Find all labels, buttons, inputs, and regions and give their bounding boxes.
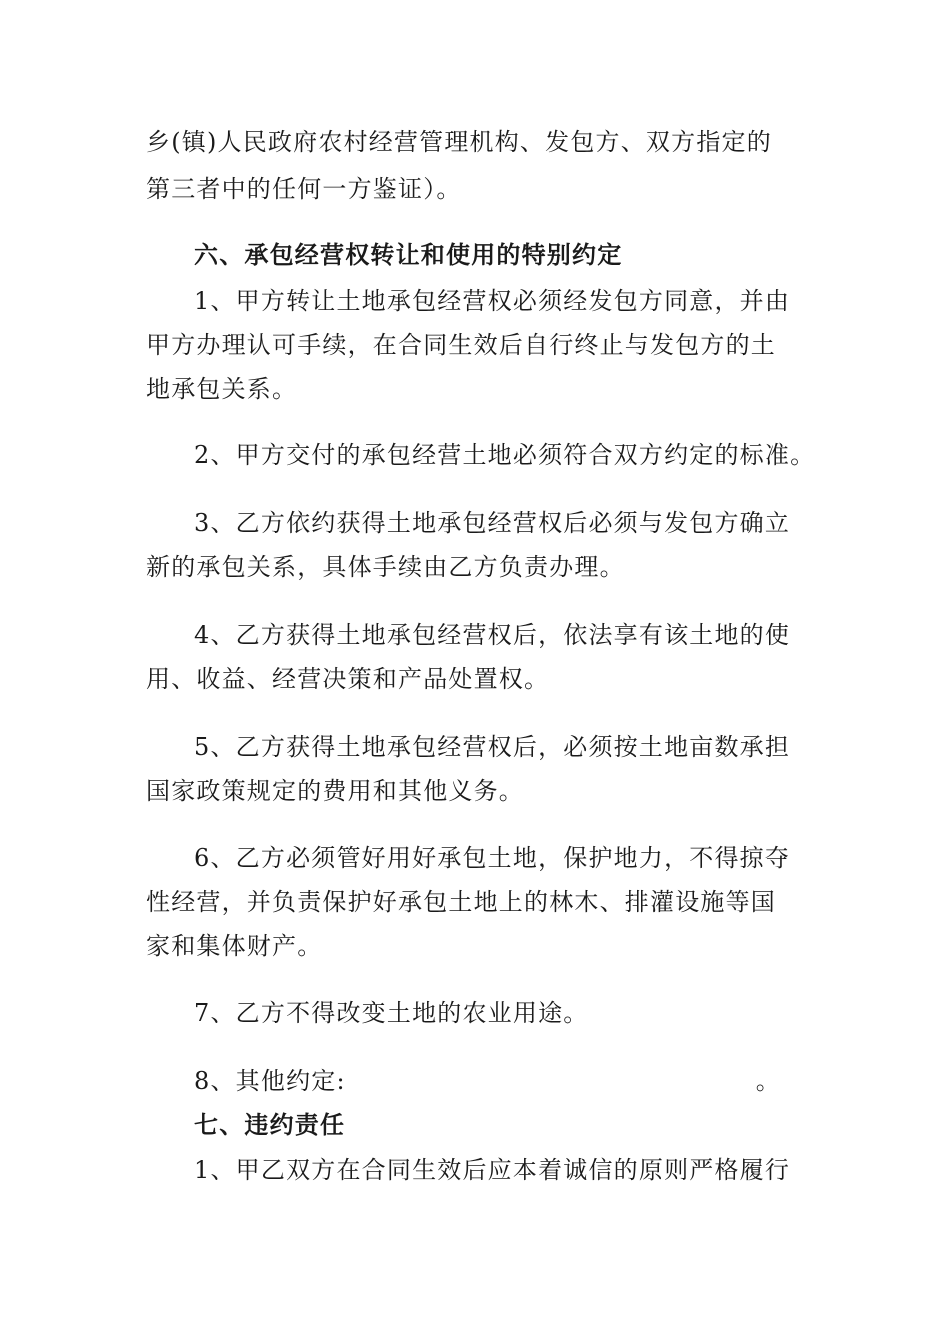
section6-heading: 六、承包经营权转让和使用的特别约定: [194, 240, 623, 269]
s6-clause7-line1: 7、乙方不得改变土地的农业用途。: [194, 999, 589, 1027]
s6-clause5-line1: 5、乙方获得土地承包经营权后，必须按土地亩数承担: [194, 733, 791, 761]
s6-clause6-line1: 6、乙方必须管好用好承包土地，保护地力，不得掠夺: [194, 844, 791, 872]
s7-clause1-line1: 1、甲乙双方在合同生效后应本着诚信的原则严格履行: [194, 1156, 791, 1184]
s6-clause4-line2: 用、收益、经营决策和产品处置权。: [146, 665, 550, 693]
intro-line-1: 乡(镇)人民政府农村经营管理机构、发包方、双方指定的: [146, 128, 772, 156]
section7-heading: 七、违约责任: [194, 1110, 346, 1139]
s6-clause6-line3: 家和集体财产。: [146, 932, 323, 960]
s6-clause6-line2: 性经营，并负责保护好承包土地上的林木、排灌设施等国: [146, 888, 776, 916]
intro-line-2: 第三者中的任何一方鉴证）。: [146, 175, 462, 203]
s6-clause5-line2: 国家政策规定的费用和其他义务。: [146, 777, 524, 805]
s6-clause3-line1: 3、乙方依约获得土地承包经营权后必须与发包方确立: [194, 509, 791, 537]
s6-clause4-line1: 4、乙方获得土地承包经营权后，依法享有该土地的使: [194, 621, 791, 649]
s6-clause8-end: 。: [755, 1067, 781, 1095]
s6-clause8-line: [194, 1066, 781, 1096]
s6-clause1-line3: 地承包关系。: [146, 375, 298, 403]
s6-clause8-label: 8、其他约定:: [194, 1067, 346, 1095]
s6-clause1-line1: 1、甲方转让土地承包经营权必须经发包方同意，并由: [194, 287, 791, 315]
s6-clause1-line2: 甲方办理认可手续，在合同生效后自行终止与发包方的土: [146, 331, 776, 359]
s6-clause2-line1: 2、甲方交付的承包经营土地必须符合双方约定的标准。: [194, 441, 816, 469]
s6-clause3-line2: 新的承包关系，具体手续由乙方负责办理。: [146, 553, 625, 581]
